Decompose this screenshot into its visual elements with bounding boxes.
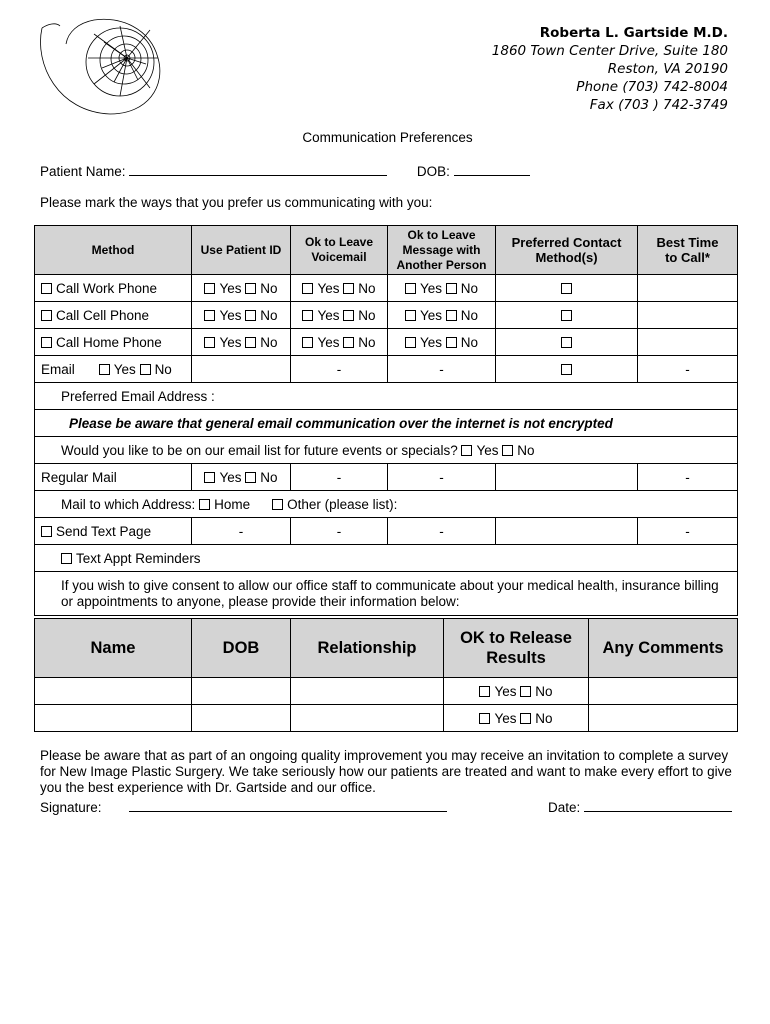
comments-cell[interactable] [589,678,738,705]
method-cell: Call Cell Phone [35,302,192,329]
practice-header [492,24,728,114]
another-person-cell: - [388,518,496,545]
email-no-checkbox[interactable] [140,364,151,375]
no-checkbox[interactable] [446,283,457,294]
call-home-phone-checkbox[interactable] [41,337,52,348]
send-text-page-checkbox[interactable] [41,526,52,537]
no-checkbox[interactable] [343,310,354,321]
ok-release-cell: Yes No [444,705,589,732]
name-header: Name [35,619,192,678]
another-person-cell: Yes No [388,302,496,329]
another-person-cell: Yes No [388,275,496,302]
comments-cell[interactable] [589,705,738,732]
consent-header-row [35,619,738,678]
comments-header: Any Comments [589,619,738,678]
mail-home-checkbox[interactable] [199,499,210,510]
table-row [35,275,738,302]
voicemail-cell: - [291,464,388,491]
patient-name-label: Patient Name: [40,164,126,179]
no-checkbox[interactable] [245,310,256,321]
table-row [35,705,738,732]
preferred-cell [496,356,638,383]
date-label: Date: [548,800,581,815]
method-cell: Email Yes No [35,356,192,383]
call-work-phone-checkbox[interactable] [41,283,52,294]
table-row [35,678,738,705]
preferred-checkbox[interactable] [561,310,572,321]
yes-checkbox[interactable] [479,713,490,724]
dob-cell[interactable] [192,678,291,705]
use-id-header: Use Patient ID [192,226,291,275]
voicemail-cell: - [291,356,388,383]
nautilus-shell-logo [38,14,166,122]
another-person-cell: - [388,464,496,491]
use-id-cell: Yes No [192,329,291,356]
table-row [35,437,738,464]
another-person-cell: Yes No [388,329,496,356]
date-line [548,798,732,815]
relationship-header: Relationship [291,619,444,678]
preferred-cell [496,302,638,329]
table-row [35,302,738,329]
method-cell: Call Work Phone [35,275,192,302]
table-row [35,329,738,356]
phone-number: Phone (703) 742-8004 [576,79,728,95]
relationship-cell[interactable] [291,705,444,732]
table-row [35,383,738,410]
best-time-cell: - [638,464,738,491]
no-checkbox[interactable] [245,337,256,348]
no-checkbox[interactable] [446,337,457,348]
patient-info-line [40,162,530,179]
call-cell-phone-checkbox[interactable] [41,310,52,321]
survey-notice: Please be aware that as part of an ongoing quality improvement you may receive an invitation to complete a survey for New Image Plastic Surgery. We take seriously how our patients are treated and want to make every effort to give you the best experience with Dr. Gartside and our office. [40,748,732,795]
use-id-cell: Yes No [192,275,291,302]
ok-release-cell: Yes No [444,678,589,705]
preferred-cell [496,518,638,545]
method-header: Method [35,226,192,275]
method-cell: Call Home Phone [35,329,192,356]
email-yes-checkbox[interactable] [99,364,110,375]
doctor-name: Roberta L. Gartside M.D. [539,25,728,41]
name-cell[interactable] [35,705,192,732]
another-person-header: Ok to Leave Message with Another Person [388,226,496,275]
use-id-cell: - [192,518,291,545]
voicemail-cell: Yes No [291,275,388,302]
yes-checkbox[interactable] [302,310,313,321]
text-reminders-checkbox[interactable] [61,553,72,564]
dob-field[interactable] [454,162,530,176]
form-title: Communication Preferences [302,130,473,145]
mail-other-checkbox[interactable] [272,499,283,510]
method-cell: Send Text Page [35,518,192,545]
yes-checkbox[interactable] [204,472,215,483]
address-line-1: 1860 Town Center Drive, Suite 180 [491,43,728,59]
preferred-checkbox[interactable] [561,283,572,294]
table-row [35,356,738,383]
encryption-warning: Please be aware that general email communication over the internet is not encrypted [35,410,738,437]
voicemail-cell: Yes No [291,302,388,329]
address-line-2: Reston, VA 20190 [607,61,728,77]
best-time-cell: - [638,518,738,545]
best-time-cell[interactable] [638,302,738,329]
email-address-cell[interactable]: Preferred Email Address : [35,383,738,410]
dob-header: DOB [192,619,291,678]
dob-cell[interactable] [192,705,291,732]
signature-line [40,798,447,815]
relationship-cell[interactable] [291,678,444,705]
another-person-cell: - [388,356,496,383]
email-list-cell: Would you like to be on our email list for future events or specials? Yes No [35,437,738,464]
best-time-cell[interactable] [638,275,738,302]
no-checkbox[interactable] [245,283,256,294]
ok-release-header: OK to Release Results [444,619,589,678]
email-list-no-checkbox[interactable] [502,445,513,456]
use-id-cell [192,356,291,383]
best-time-cell: - [638,356,738,383]
fax-number: Fax (703 ) 742-3749 [589,97,728,113]
use-id-cell: Yes No [192,302,291,329]
no-checkbox[interactable] [343,283,354,294]
preferred-cell [496,329,638,356]
preferred-checkbox[interactable] [561,337,572,348]
best-time-cell[interactable] [638,329,738,356]
table-row [35,518,738,545]
no-checkbox[interactable] [343,337,354,348]
table-header-row [35,226,738,275]
email-list-yes-checkbox[interactable] [461,445,472,456]
no-checkbox[interactable] [446,310,457,321]
patient-name-field[interactable] [129,162,387,176]
consent-table [34,618,738,732]
no-checkbox[interactable] [245,472,256,483]
preferred-checkbox[interactable] [561,364,572,375]
signature-field[interactable] [129,798,447,812]
instruction-text: Please mark the ways that you prefer us communicating with you: [40,195,433,210]
yes-checkbox[interactable] [405,310,416,321]
table-row [35,464,738,491]
table-row [35,572,738,616]
yes-checkbox[interactable] [479,686,490,697]
table-row [35,491,738,518]
preferred-cell [496,464,638,491]
table-row [35,545,738,572]
mail-address-cell: Mail to which Address: Home Other (please list): [35,491,738,518]
voicemail-header: Ok to Leave Voicemail [291,226,388,275]
voicemail-cell: Yes No [291,329,388,356]
table-row [35,410,738,437]
consent-text: If you wish to give consent to allow our office staff to communicate about your medical health, insurance billing or appointments to anyone, please provide their information below: [35,572,738,616]
yes-checkbox[interactable] [204,337,215,348]
signature-label: Signature: [40,800,102,815]
use-id-cell: Yes No [192,464,291,491]
date-field[interactable] [584,798,732,812]
communication-table [34,225,738,616]
method-cell: Regular Mail [35,464,192,491]
yes-checkbox[interactable] [204,310,215,321]
preferred-method-header: Preferred Contact Method(s) [496,226,638,275]
yes-checkbox[interactable] [302,337,313,348]
preferred-cell [496,275,638,302]
yes-checkbox[interactable] [405,337,416,348]
best-time-header: Best Time to Call* [638,226,738,275]
no-checkbox[interactable] [520,686,531,697]
no-checkbox[interactable] [520,713,531,724]
voicemail-cell: - [291,518,388,545]
yes-checkbox[interactable] [302,283,313,294]
yes-checkbox[interactable] [204,283,215,294]
text-reminders-cell: Text Appt Reminders [35,545,738,572]
name-cell[interactable] [35,678,192,705]
dob-label: DOB: [416,164,450,179]
yes-checkbox[interactable] [405,283,416,294]
